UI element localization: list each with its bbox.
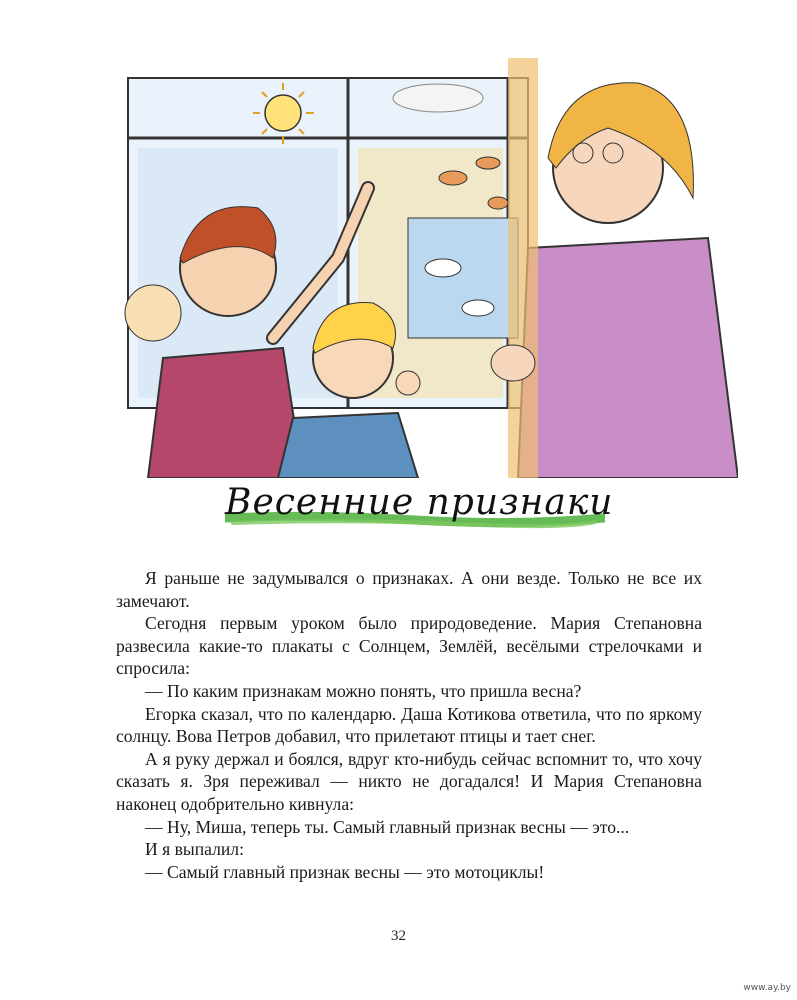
paragraph: — По каким признакам можно понять, что пришла весна? xyxy=(145,680,582,701)
teacher-figure xyxy=(491,58,738,478)
paragraph: И я выпалил: xyxy=(145,839,244,860)
page-number: 32 xyxy=(391,928,406,944)
chapter-title: Весенние признаки xyxy=(225,482,614,523)
paragraph: Сегодня первым уроком было природоведение. Мария Степановна развесила какие-то плакаты с Солнцем, Землёй, весёлыми стрелочками и спросила: xyxy=(116,613,702,679)
classroom-illustration-icon xyxy=(108,58,738,478)
paragraph: Егорка сказал, что по календарю. Даша Котикова ответила, что по яркому солнцу. Вова Петров добавил, что прилетают птицы и тает снег. xyxy=(116,703,702,747)
paragraph: — Ну, Миша, теперь ты. Самый главный признак весны — это... xyxy=(145,816,630,837)
chapter-title-block xyxy=(225,478,614,546)
body-text xyxy=(116,567,702,883)
paragraph: — Самый главный признак весны — это мотоциклы! xyxy=(145,861,545,882)
paragraph: Я раньше не задумывался о признаках. А они везде. Только не все их замечают. xyxy=(116,568,702,611)
paragraph: А я руку держал и боялся, вдруг кто-нибудь сейчас вспомнит то, что хочу сказать я. Зря переживал — никто не догадался! И Мария Степановна наконец одобрительно кивнула: xyxy=(116,748,702,814)
watermark: www.ay.by xyxy=(743,983,791,993)
classroom-illustration xyxy=(108,58,738,478)
